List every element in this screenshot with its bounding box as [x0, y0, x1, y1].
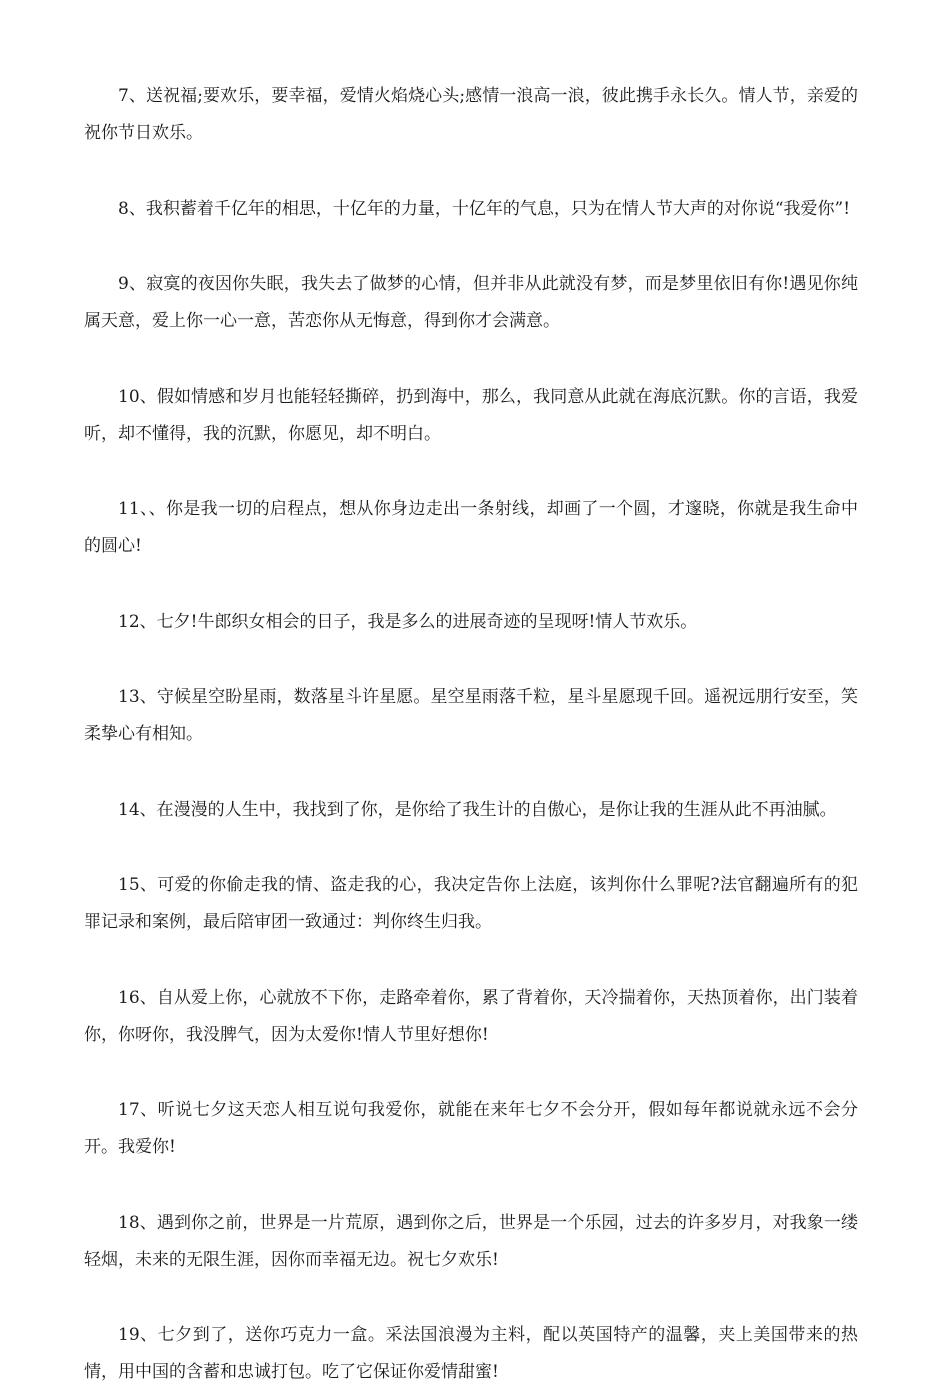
paragraph-18: 18、遇到你之前，世界是一片荒原，遇到你之后，世界是一个乐园，过去的许多岁月，对我象一缕轻烟，未来的无限生涯，因你而幸福无边。祝七夕欢乐! [84, 1212, 858, 1270]
paragraph-19: 19、七夕到了，送你巧克力一盒。采法国浪漫为主料，配以英国特产的温馨，夹上美国带来的热情，用中国的含蓄和忠诚打包。吃了它保证你爱情甜蜜! [84, 1325, 858, 1382]
paragraph-14: 14、在漫漫的人生中，我找到了你，是你给了我生计的自傲心，是你让我的生涯从此不再油腻。 [118, 799, 837, 820]
paragraph-15: 15、可爱的你偷走我的情、盗走我的心，我决定告你上法庭，该判你什么罪呢?法官翻遍所有的犯罪记录和案例，最后陪审团一致通过：判你终生归我。 [84, 875, 858, 932]
paragraph-12: 12、七夕!牛郎织女相会的日子，我是多么的进展奇迹的呈现呀!情人节欢乐。 [118, 611, 698, 632]
paragraph-16: 16、自从爱上你，心就放不下你，走路牵着你，累了背着你，天冷揣着你，天热顶着你，出门装着你，你呀你，我没脾气，因为太爱你!情人节里好想你! [84, 987, 858, 1045]
paragraph-10: 10、假如情感和岁月也能轻轻撕碎，扔到海中，那么，我同意从此就在海底沉默。你的言语，我爱听，却不懂得，我的沉默，你愿见，却不明白。 [84, 386, 858, 444]
paragraph-17: 17、听说七夕这天恋人相互说句我爱你，就能在来年七夕不会分开，假如每年都说就永远不会分开。我爱你! [84, 1100, 858, 1157]
paragraph-13: 13、守候星空盼星雨，数落星斗许星愿。星空星雨落千粒，星斗星愿现千回。遥祝远朋行安至，笑柔挚心有相知。 [84, 687, 858, 744]
paragraph-7: 7、送祝福;要欢乐，要幸福，爱情火焰烧心头;感情一浪高一浪，彼此携手永长久。情人节，亲爱的祝你节日欢乐。 [84, 86, 858, 143]
paragraph-8: 8、我积蓄着千亿年的相思，十亿年的力量，十亿年的气息，只为在情人节大声的对你说“我爱你”! [118, 198, 851, 219]
paragraph-11: 11、、你是我一切的启程点，想从你身边走出一条射线，却画了一个圆，才邃晓，你就是我生命中的圆心! [84, 499, 858, 556]
paragraph-9: 9、寂寞的夜因你失眠，我失去了做梦的心情，但并非从此就没有梦，而是梦里依旧有你!遇见你纯属天意，爱上你一心一意，苦恋你从无悔意，得到你才会满意。 [84, 274, 858, 331]
